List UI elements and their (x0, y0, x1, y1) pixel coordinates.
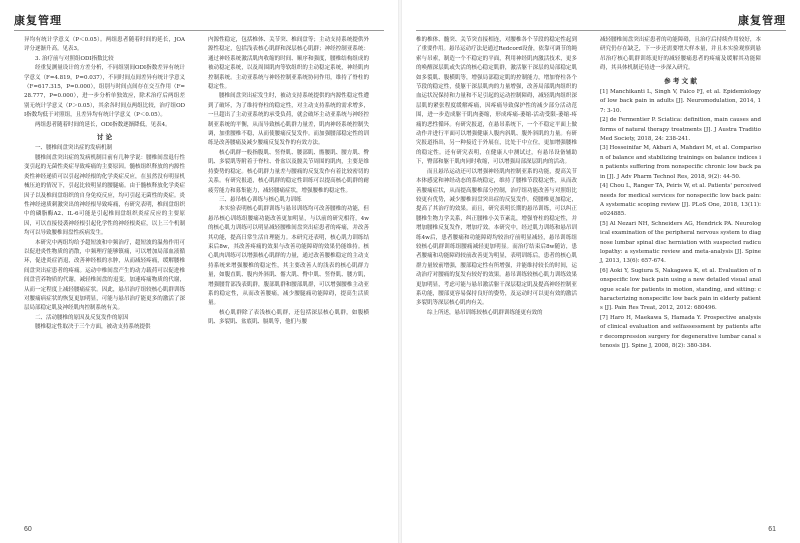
page-number-right: 61 (768, 526, 776, 533)
paragraph: 腰椎间盘突出症的发病机制目前有几种学说：腰椎间盘退行性变引起的无菌性炎症导致疼痛的主要原因。髓核组织释放的内源性炎性神经递质可以引起神经根的化学炎症反应，在虽然没有明显机械压迫的情况下，引起比较明显的腰腿痛。由于髓核释放化学炎症因子以及椎间盘组织的自身免疫反应，均可引起无菌性的炎症。炎性神经递质刺激突出的神经根导致疼痛，有研究表明，椎间盘组织中的磷脂酶A2、IL-6可能是引起椎间盘组织炎症反应的主要原因，可以直接侵袭神经根引起化学性的神经根炎症，以上三个机制均可以导致腰椎间盘性疾病发生。 (24, 154, 185, 237)
paragraph: 一、腰椎间盘突出症的发病机制 (35, 145, 113, 152)
paragraph: 二、活动腰椎的原因及反复发作的原因 (35, 314, 129, 321)
paragraph: 异均有统计学意义（P＜0.05）。两组患者随着时间的延长，JOA评分逐渐升高。见表3。 (24, 37, 185, 53)
paragraph: 经重复测量设计的方差分析，不同组别间ODI指数差异有统计学意义（F=4.819，P=0.037），不同时间点间差异有统计学意义（F=617.315，P=0.000），组别与时间点间存在交互作用（F=28.777，P=0.000），进一步分析单独效应，除术治疗后两组差别无统计学意义（P＞0.05），其余各时间点两组比较，治疗组ODI指数均低于对照组，且差异均有统计学意义（P＜0.05）。 (24, 65, 185, 119)
right-column-1 (416, 36, 577, 318)
right-column-2 (600, 36, 761, 351)
section-heading: 讨 论 (96, 133, 113, 142)
right-page (402, 0, 800, 543)
paragraph: 三、悬吊核心训练与核心肌力训练 (219, 196, 302, 203)
paragraph: 而且悬吊运动还可以增强神经肌肉控制亚系的功能，提高关节本体感觉和神经动态的系统稳定，维持了腰椎节段稳定性，从而改善腰痛症状，从而提高腰椎部分控制，治疗组功能改善与对照组比较更有优势，减少腰椎间盘突出症的反复发作，使腰椎更加稳定，提高了其治疗的效果。而且，研究表明长期的悬吊训练，可以纠正腰椎生物力学关系，纠正腰椎小关节紊乱，增强脊柱的稳定性，并增加腰椎反复发作，增加疗效。本研究中，经过肌力训练和悬吊训练4w后，患者腰痛和功能障碍均较治疗前明显减轻，悬吊训练组较核心肌群训练组腰痛减轻更加明显。而治疗结束后8w随访，患者腰痛和功能障碍较前改善更为明显，表明训练后，患者的核心肌群力量较前增强，腰部稳定性有所增强，并能维持较长的时间，运动治疗对腰痛的复发有较好的效果。悬吊训练较核心肌力训练效果更加明显，考虑可能与悬吊激活躯干深层稳定肌及提高神经控制亚系功能，腰部更容易保持良好的姿势，及运动时可以更有效的激活多裂肌等深层核心肌肉有关。 (416, 168, 577, 307)
paragraph: 本研究中两组均给予超短波和中频治疗，超短波的温热作用可以促进炎性物质的消散，中频理疗能够镇痛，可以增加局部血液循环，促进炎症消退，改善神经根的水肿，从而减轻疼痛，缓解腰椎间盘突出症患者的疼痛。运动中椎间盘产生的动力载荷可以促进椎间盘营养物质的代谢，减轻椎间盘的退变。加速疼痛物质的代谢，从而一定程度上减轻腰痛症状。因此，悬吊治疗组较核心肌群训练对腰痛病症状的恢复更加明显，可能与悬吊治疗能更多的激活了深层局部稳定肌及神经肌肉控制系统有关。 (24, 239, 185, 312)
journal-title-left: 康复管理 (14, 14, 62, 27)
paragraph: 腰椎间盘突出症发生时，被动支持系统提供的内源性稳定性遭到了破坏，为了维持脊柱的稳定性，对主动支持系统的需求增多，一旦超出了主动亚系统的承受负荷，就会破坏主动亚系统与神经控制亚系统的平衡，从而导致核心肌群力量差，肌肉神经系统控制失调，加重腰椎不稳，从而使腰痛反复发作。而加强腰部稳定性的训练是改善腰痛及减少腰痛反复发作的有效方法。 (208, 93, 369, 147)
reference-entry: [1] Manchikanti L, Singh V, Falco FJ, et al. Epidemiology of low back pain in adults [J]. Neuromodulation, 2014, 17: 3-10. (600, 89, 761, 114)
reference-entry: [5] Al Nezari NH, Schneiders AG, Hendrick PA. Neurological examination of the peripheral nervous system to diagnose lumbar spinal disc herniation with suspected radiculopathy: a systematic review and meta-analysis [J]. Spine J, 2013, 13(6): 657-674. (600, 220, 761, 265)
paragraph: 核心肌群除了表浅核心肌群，还包括深层核心肌群，如腹横肌、多裂肌、盆底肌、膈肌等，他们与腰 (208, 309, 369, 326)
section-heading: 参 考 文 献 (664, 76, 697, 85)
paragraph: 椎的椎体、髓突、关节突直接相连，对腰椎各个节段的稳定性起到了重要作用。悬吊运动疗法是通过Redcord设备，依靠可调节的绳索与吊索，制造一个不稳定的平面，利用神经肌肉激活技术，更多的唤醒深层肌或失活的核心稳定肌群，激活躯干深层的局部稳定肌如多裂肌、腹横肌等，增强局部稳定肌的控制能力，增加脊柱各个节段的稳定性，使躯干深层肌肉的力量增强，改善局部肌肉组织的血运状况保持和力量和不足引起的运动控制障碍，减轻肌肉组织深层肌的紧张程度缓解疼痛，因疼痛导致保护性的减少部分活动范围，进一步造成躯干肌肉萎缩，形成疼痛-萎缩-活动受限-萎缩-疼痛的恶性循环。有研究报道，在悬吊系统下，一个不稳定平面上做动作并进行平面可以增强健康人腹内斜肌、腹外斜肌的力量。有研究报道指出，另一种接近于外展在，比处于中立位，更加增强腰椎的稳定性。还有研究表明，在健康人中测试过，有悬吊设备辅助下，臀部和躯干肌肉同时收缩，可以增强局部深层肌肉的活动。 (416, 37, 577, 166)
reference-entry: [2] de Fermentier P. Sciatica: definition, main causes and forms of natural therapy treatments [J]. J Austra Traditio Med Society, 2018, 24: 238-241. (600, 117, 761, 143)
left-column-2 (208, 36, 369, 328)
paragraph: 减轻腰椎间盘突出症患者的功能障碍，且治疗后持续作用较好，本研究仍存在缺乏，下一步还需要增大样本量，并且本实验观察到悬吊治疗核心肌群训练更好的减轻腰痛患者的疼痛及缓解其功能障碍，其具体机制还待进一步深入研究。 (600, 37, 761, 72)
journal-title-right: 康复管理 (738, 14, 786, 27)
header-rule-left (14, 30, 384, 31)
paragraph: 本实验表明核心肌群训练与悬吊训练均可改善腰椎的功能，但悬吊核心训练组腰痛功能改善更加明显，与以前的研究相符，4w的核心肌力训练可以明显减轻腰椎间盘突出症患者的疼痛，并改善其功能，提高日常生活自理能力。本研究还表明，核心肌力训练结束后8w，其改善疼痛的效果与改善功能障碍的效果仍能维持。核心肌肉训练可以增强核心肌群的力量，通过改善腰椎稳定的主动支持系统来增强腰椎的稳定性，其主要改善人的浅表的核心肌群力量，如腹直肌、腹内外斜肌、髂大肌、臀中肌、竖脊肌、腰方肌，增强腰背部浅表肌群，腹部肌群和腰部肌群，可以增强腰椎主动亚系的稳定性，从而改善腰痛，减少腰腿痛功能障碍，提高生活质量。 (208, 206, 369, 307)
left-page (0, 0, 398, 543)
header-rule-right (416, 30, 786, 31)
reference-entry: [6] Aoki Y, Sugiura S, Nakagawa K, et al. Evaluation of nonspecific low back pain using a new detailed visual analogue scale for patients in motion, standing, and sitting: characterizing nonspecific low back pain in elderly patients [J]. Pain Res Treat, 2012, 2012: 680496. (600, 267, 761, 312)
paragraph: 核心肌群一般指腹肌、竖脊肌、腰部肌、髂腰肌、腰方肌、臀肌、多裂肌等附着于脊柱、骨盆以及髋关节周围的肌肉，主要是维持姿势的稳定。核心肌群力量差与腰痛的反复发作有着比较密切的关系。有研究报道，核心肌群的稳定性训练可以提高核心肌群的耐疲劳能力和募集能力，减轻腰痛症状，增强腰椎的稳定性。 (208, 149, 369, 194)
reference-entry: [4] Chou L, Ranger TA, Peiris W, et al. Patients' perceived needs for medical services for nonspecific low back pain: A systematic scoping review [J]. PLoS One, 2018, 13(11): e024885. (600, 183, 761, 218)
reference-entry: [3] Hosseinifar M, Akbari A, Mahdavi M, et al. Comparison of balance and stabilizing trainings on balance indices in patients suffering from nonspecific chronic low back pain [J]. J Adv Pharm Technol Res, 2018, 9(2): 44-50. (600, 145, 761, 180)
reference-entry: [7] Haro H, Maekawa S, Hamada Y. Prospective analysis of clinical evaluation and selfassessment by patients after decompression surgery for degenerative lumbar canal stenosis [J]. Spine J, 2008, 8(2): 380-384. (600, 314, 761, 349)
paragraph: 综上所述，悬吊训练较核心肌群训练能更有效的 (427, 309, 543, 316)
left-column-1 (24, 36, 185, 333)
paragraph: 两组患者随着时间的延长，ODI指数逐渐降低，见表4。 (35, 121, 171, 128)
page-number-left: 60 (24, 526, 32, 533)
paragraph: 内源性稳定，包括椎体、关节突、椎间盘等；主动支持系统提供外源性稳定，包括浅表核心肌群和深层核心肌群；神经控制亚系统：通过神经系统激活肌肉收缩的时间、顺序和强度，腰椎结构组成的被动稳定系统，以及周围肌肉等软组织的主动稳定系统，神经肌肉控制系统。主动亚系统与神经控制亚系统协同作用，维持了脊柱的稳定性。 (208, 37, 369, 91)
paragraph: 3. 治疗前与对照组ODI指数比较 (35, 55, 114, 62)
paragraph: 腰椎稳定性取决于三个方面，被动支持系统提供 (35, 324, 151, 331)
